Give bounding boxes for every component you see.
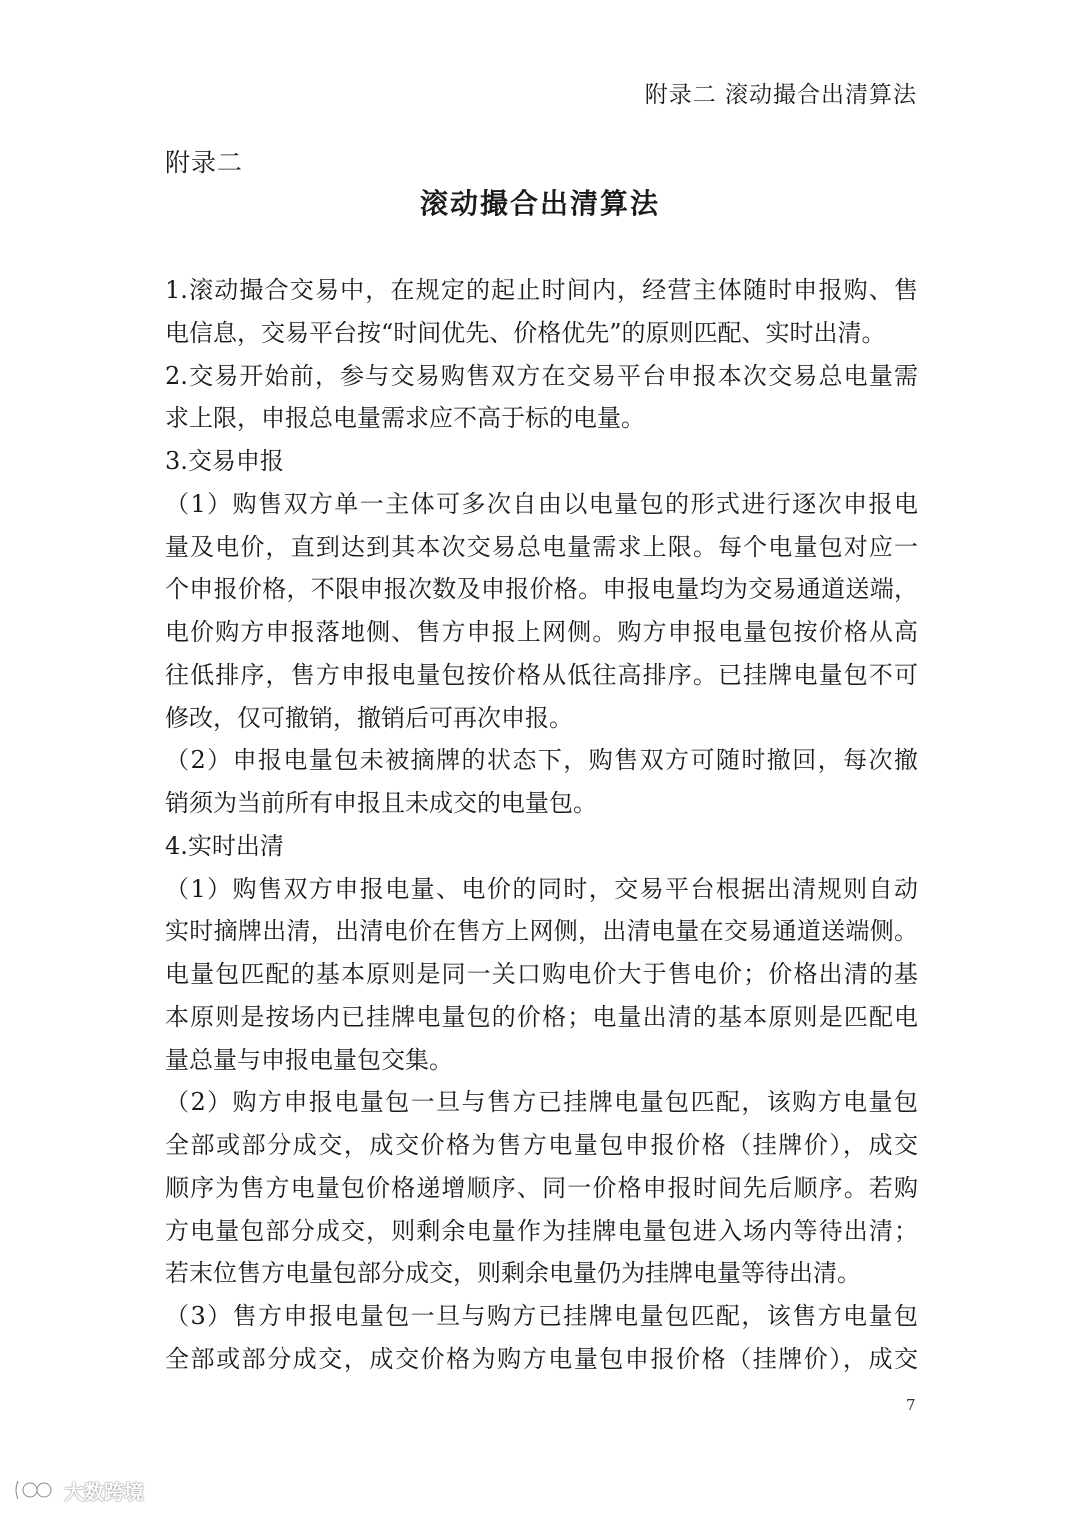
paragraph — [165, 825, 918, 868]
paragraph-line: 实时摘牌出清，出清电价在售方上网侧，出清电量在交易通道送端侧。 — [165, 917, 918, 946]
running-header: 附录二 滚动撮合出清算法 — [644, 82, 917, 108]
paragraph-line: 全部或部分成交，成交价格为售方电量包申报价格（挂牌价），成交 — [165, 1131, 918, 1159]
paragraph-line: 电信息，交易平台按“时间优先、价格优先”的原则匹配、实时出清。 — [165, 318, 886, 347]
paragraph-line: （2）申报电量包未被摘牌的状态下，购售双方可随时撤回，每次撤 — [165, 746, 918, 775]
paragraph — [165, 269, 918, 355]
paragraph-line: 若末位售方电量包部分成交，则剩余电量仍为挂牌电量等待出清。 — [165, 1259, 861, 1288]
watermark — [12, 1470, 144, 1510]
paragraph-line: 顺序为售方电量包价格递增顺序、同一价格申报时间先后顺序。若购 — [165, 1173, 918, 1202]
paragraph-line: 个申报价格，不限申报次数及申报价格。申报电量均为交易通道送端， — [165, 575, 918, 604]
paragraph-line: 2.交易开始前，参与交易购售双方在交易平台申报本次交易总电量需 — [165, 361, 918, 390]
paragraph-line: 修改，仅可撤销，撤销后可再次申报。 — [165, 703, 573, 732]
paragraph — [165, 440, 918, 483]
paragraph-line: 全部或部分成交，成交价格为购方电量包申报价格（挂牌价），成交 — [165, 1344, 918, 1373]
paragraph-line: 量总量与申报电量包交集。 — [165, 1045, 453, 1074]
paragraph-line: 往低排序，售方申报电量包按价格从低往高排序。已挂牌电量包不可 — [165, 660, 918, 689]
brand-logo-icon — [12, 1475, 56, 1505]
paragraph — [165, 739, 918, 825]
paragraph — [165, 1081, 918, 1295]
paragraph — [165, 355, 918, 441]
paragraph-line: 4.实时出清 — [165, 831, 284, 860]
paragraph-line: 量及电价，直到达到其本次交易总电量需求上限。每个电量包对应一 — [165, 532, 918, 561]
paragraph-line: （1）购售双方单一主体可多次自由以电量包的形式进行逐次申报电 — [165, 489, 918, 518]
paragraph-line: 求上限，申报总电量需求应不高于标的电量。 — [165, 404, 645, 433]
paragraph-line: （2）购方申报电量包一旦与售方已挂牌电量包匹配，该购方电量包 — [165, 1088, 918, 1117]
paragraph — [165, 483, 918, 740]
page-title: 滚动撮合出清算法 — [419, 187, 660, 220]
watermark-text: 大数跨境 — [64, 1479, 144, 1504]
paragraph-line: （3）售方申报电量包一旦与购方已挂牌电量包匹配，该售方电量包 — [165, 1302, 918, 1330]
page-number: 7 — [906, 1396, 916, 1414]
paragraph-line: 电价购方申报落地侧、售方申报上网侧。购方申报电量包按价格从高 — [165, 618, 918, 646]
paragraph-line: 方电量包部分成交，则剩余电量作为挂牌电量包进入场内等待出清； — [165, 1216, 918, 1245]
paragraph-line: 销须为当前所有申报且未成交的电量包。 — [165, 789, 597, 817]
paragraph — [165, 1295, 918, 1381]
paragraph-line: 3.交易申报 — [165, 447, 284, 475]
paragraph — [165, 868, 918, 1082]
paragraph-line: （1）购售双方申报电量、电价的同时，交易平台根据出清规则自动 — [165, 874, 918, 903]
paragraph-line: 1.滚动撮合交易中，在规定的起止时间内，经营主体随时申报购、售 — [165, 276, 918, 304]
appendix-label: 附录二 — [165, 148, 244, 177]
paragraph-line: 电量包匹配的基本原则是同一关口购电价大于售电价；价格出清的基 — [165, 960, 918, 988]
document-body — [165, 269, 918, 1381]
paragraph-line: 本原则是按场内已挂牌电量包的价格；电量出清的基本原则是匹配电 — [165, 1002, 918, 1031]
